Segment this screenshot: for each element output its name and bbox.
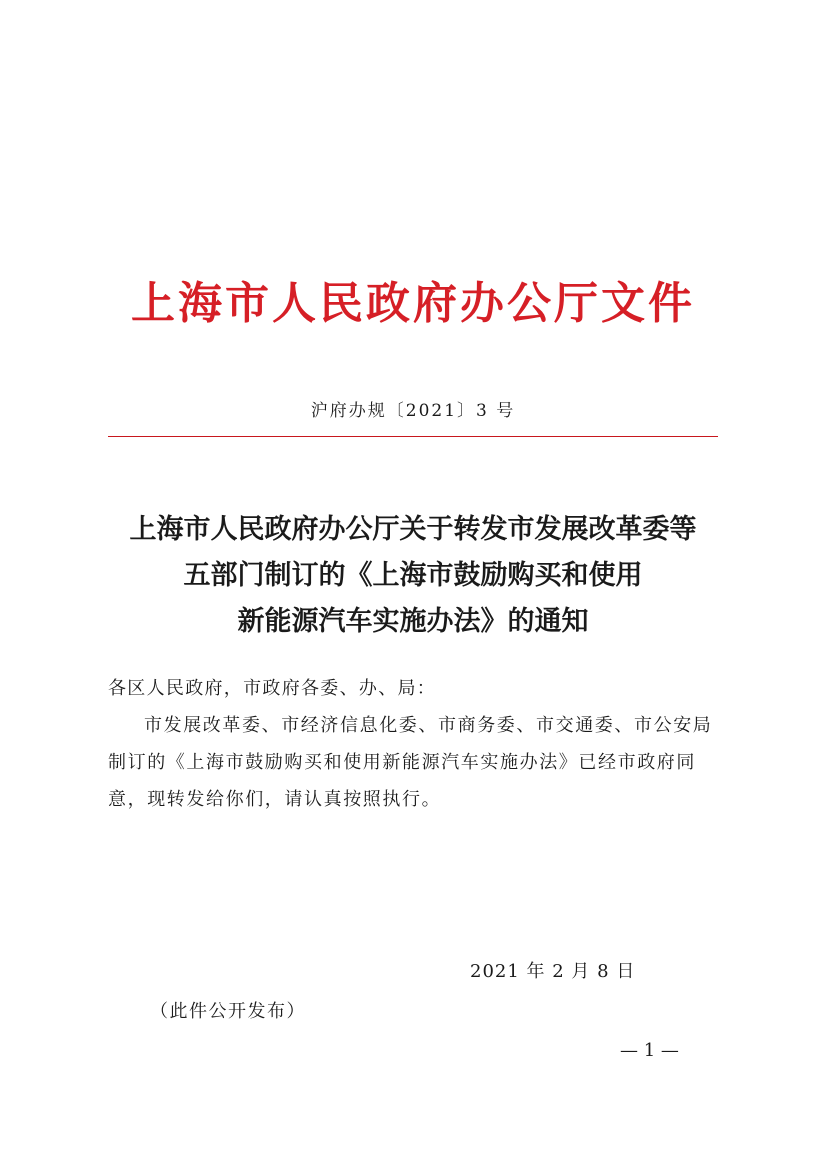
notice-title-line-3: 新能源汽车实施办法》的通知 bbox=[237, 606, 589, 637]
body-paragraph: 市发展改革委、市经济信息化委、市商务委、市交通委、市公安局制订的《上海市鼓励购买和使用新能源汽车实施办法》已经市政府同意，现转发给你们，请认真按照执行。 bbox=[108, 715, 713, 810]
notice-title-line-2: 五部门制订的《上海市鼓励购买和使用 bbox=[183, 560, 643, 591]
page-number: — 1 — bbox=[620, 1040, 679, 1061]
issue-date: 2021 年 2 月 8 日 bbox=[470, 961, 636, 982]
document-number: 沪府办规〔2021〕3 号 bbox=[310, 401, 516, 421]
issuer-title: 上海市人民政府办公厅文件 bbox=[131, 278, 695, 329]
release-note: （此件公开发布） bbox=[150, 1001, 306, 1022]
red-divider-line bbox=[108, 436, 718, 437]
notice-title-line-1: 上海市人民政府办公厅关于转发市发展改革委等 bbox=[129, 514, 697, 545]
addressee: 各区人民政府，市政府各委、办、局： bbox=[108, 678, 437, 699]
